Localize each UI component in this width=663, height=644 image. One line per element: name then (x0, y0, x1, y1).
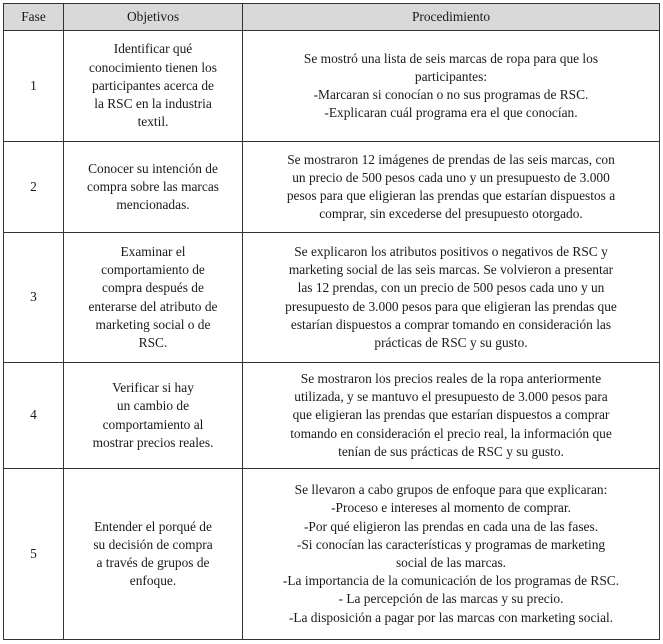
procedimiento-line: pesos para que eligieran las prendas que estarían dispuestos a (286, 188, 616, 203)
procedimiento-line: estarían dispuestos a comprar tomando en consideración las (290, 316, 612, 332)
objetivo-cell (64, 233, 243, 363)
procedimiento-line: comprar, sin excederse del presupuesto otorgado. (319, 206, 583, 222)
procedimiento-line: un precio de 500 pesos cada uno y un presupuesto de 3.000 (292, 169, 610, 185)
objetivo-line: enfoque. (129, 573, 177, 589)
procedimiento-line: tomando en consideración el precio real, la información que (290, 425, 612, 441)
phases-table (3, 3, 660, 640)
fase-cell: 4 (4, 363, 64, 469)
objetivo-line: a través de grupos de (96, 555, 210, 570)
procedimiento-line: Se mostraron 12 imágenes de prendas de las seis marcas, con (287, 151, 615, 167)
procedimiento-line: Se llevaron a cabo grupos de enfoque para que explicaran: (294, 482, 608, 498)
procedimiento-line: prácticas de RSC y su gusto. (374, 334, 528, 350)
objetivo-line: Verificar si hay (112, 380, 194, 396)
procedimiento-line: -Explicaran cuál programa era el que conocían. (324, 105, 578, 121)
objetivo-line: un cambio de (116, 398, 190, 414)
procedimiento-line: -La disposición a pagar por las marcas con marketing social. (288, 609, 614, 625)
procedimiento-line: tenían de sus prácticas de RSC y su gusto. (338, 443, 564, 459)
objetivo-line: Identificar qué (113, 41, 193, 57)
procedimiento-line: participantes: (414, 68, 488, 84)
procedimiento-line: marketing social de las seis marcas. Se volvieron a presentar (288, 262, 614, 278)
table-row (4, 469, 660, 640)
objetivo-cell (64, 142, 243, 233)
objetivo-cell (64, 363, 243, 469)
fase-cell: 1 (4, 31, 64, 142)
procedimiento-cell (243, 142, 660, 233)
procedimiento-cell (243, 233, 660, 363)
table-row (4, 142, 660, 233)
objetivo-cell (64, 469, 243, 640)
procedimiento-line: utilizada, y se mantuvo el presupuesto de 3.000 pesos para (294, 389, 608, 405)
procedimiento-line: las 12 prendas, con un precio de 500 pesos cada uno y un (297, 280, 605, 296)
objetivo-line: conocimiento tienen los (89, 59, 217, 75)
procedimiento-line: que eligieran las prendas que estarían dispuestos a comprar (292, 407, 610, 423)
objetivo-line: comportamiento al (102, 416, 204, 432)
procedimiento-line: Se explicaron los atributos positivos o negativos de RSC y (294, 243, 608, 259)
procedimiento-line: - La percepción de las marcas y su precio. (338, 591, 564, 607)
header-procedimiento: Procedimiento (243, 4, 660, 31)
procedimiento-cell (243, 469, 660, 640)
objetivo-line: mencionadas. (116, 197, 190, 213)
objetivo-line: comportamiento de (101, 262, 205, 278)
objetivo-line: textil. (137, 114, 169, 130)
objetivo-line: compra después de (102, 280, 204, 296)
table-body (4, 31, 660, 640)
header-fase: Fase (4, 4, 64, 31)
table-row (4, 233, 660, 363)
fase-cell: 3 (4, 233, 64, 363)
procedimiento-line: Se mostraron los precios reales de la ropa anteriormente (300, 370, 602, 386)
procedimiento-line: -La importancia de la comunicación de los programas de RSC. (282, 573, 620, 589)
objetivo-line: compra sobre las marcas (87, 178, 219, 194)
objetivo-line: enterarse del atributo de (88, 298, 218, 314)
header-objetivos: Objetivos (64, 4, 243, 31)
fase-cell: 2 (4, 142, 64, 233)
fase-cell: 5 (4, 469, 64, 640)
objetivo-line: Conocer su intención de (88, 160, 218, 176)
objetivo-line: su decisión de compra (93, 536, 213, 552)
procedimiento-line: social de las marcas. (395, 555, 507, 570)
objetivo-line: Examinar el (120, 243, 186, 259)
objetivo-cell (64, 31, 243, 142)
objetivo-line: mostrar precios reales. (92, 434, 214, 450)
procedimiento-line: -Proceso e intereses al momento de comprar. (331, 500, 571, 516)
procedimiento-cell (243, 31, 660, 142)
procedimiento-line: -Si conocían las características y programas de marketing (296, 536, 606, 552)
procedimiento-line: -Por qué eligieron las prendas en cada una de las fases. (303, 518, 599, 534)
procedimiento-line: presupuesto de 3.000 pesos para que eligieran las prendas que (285, 298, 617, 314)
table-row (4, 363, 660, 469)
procedimiento-line: -Marcaran si conocían o no sus programas de RSC. (313, 87, 589, 102)
objetivo-line: RSC. (138, 334, 168, 350)
table-header-row (4, 4, 660, 31)
objetivo-line: Entender el porqué de (94, 518, 212, 534)
objetivo-line: participantes acerca de (92, 77, 214, 93)
objetivo-line: marketing social o de (95, 316, 211, 332)
objetivo-line: la RSC en la industria (94, 96, 212, 112)
procedimiento-line: Se mostró una lista de seis marcas de ropa para que los (303, 50, 599, 66)
procedimiento-cell (243, 363, 660, 469)
table-row (4, 31, 660, 142)
